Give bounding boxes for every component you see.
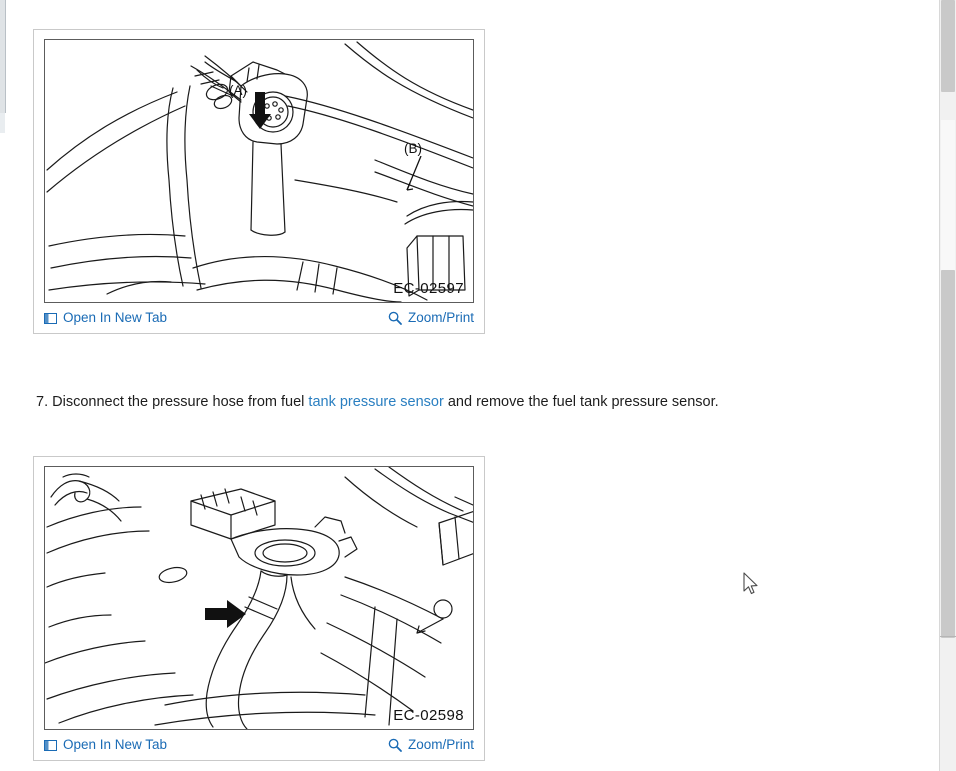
open-in-new-tab-label-2: Open In New Tab [63, 737, 168, 753]
zoom-print-label-1: Zoom/Print [407, 310, 474, 326]
open-in-new-tab-icon [44, 739, 57, 752]
figure-code-1: EC-02597 [393, 280, 464, 297]
figure-image-ec-02597[interactable] [44, 39, 474, 303]
figure-code-2: EC-02598 [393, 707, 464, 724]
figure-card-ec-02598 [33, 456, 485, 761]
open-in-new-tab-icon [44, 312, 57, 325]
scrollbar-thumb[interactable] [941, 270, 955, 638]
scrollbar-track-gap[interactable] [941, 120, 955, 270]
zoom-print-button-2[interactable] [388, 738, 474, 752]
open-in-new-tab-button-1[interactable] [44, 311, 167, 325]
scrollbar-thumb-upper[interactable] [941, 0, 955, 92]
left-panel-remnant-bottom [0, 113, 5, 133]
figure-toolbar-2 [34, 730, 484, 760]
figure-toolbar-1 [34, 303, 484, 333]
scrollbar-divider [940, 636, 956, 637]
left-panel-remnant-top [0, 0, 6, 113]
callout-b-leader-line [397, 156, 433, 198]
zoom-print-button-1[interactable] [388, 311, 474, 325]
open-in-new-tab-label-1: Open In New Tab [63, 310, 168, 326]
step-text-after: and remove the fuel tank pressure sensor. [447, 394, 719, 410]
mouse-cursor [743, 572, 759, 596]
callout-b-label: (B) [404, 141, 422, 156]
figure-image-ec-02598[interactable] [44, 466, 474, 730]
magnifier-icon [388, 738, 402, 752]
tank-pressure-sensor-link[interactable]: tank pressure sensor [308, 394, 444, 410]
zoom-print-label-2: Zoom/Print [407, 737, 474, 753]
step-number: 7. [36, 394, 49, 410]
step-text-before: Disconnect the pressure hose from fuel [52, 394, 305, 410]
callout-arrow-right-icon [205, 599, 247, 629]
magnifier-icon [388, 311, 402, 325]
callout-a-label: (A) [229, 83, 247, 98]
figure-card-ec-02597 [33, 29, 485, 334]
open-in-new-tab-button-2[interactable] [44, 738, 167, 752]
step-7-text [36, 393, 719, 411]
callout-a-arrow-icon [248, 92, 272, 130]
technical-illustration-2 [45, 467, 474, 729]
vertical-scrollbar[interactable] [939, 0, 956, 771]
